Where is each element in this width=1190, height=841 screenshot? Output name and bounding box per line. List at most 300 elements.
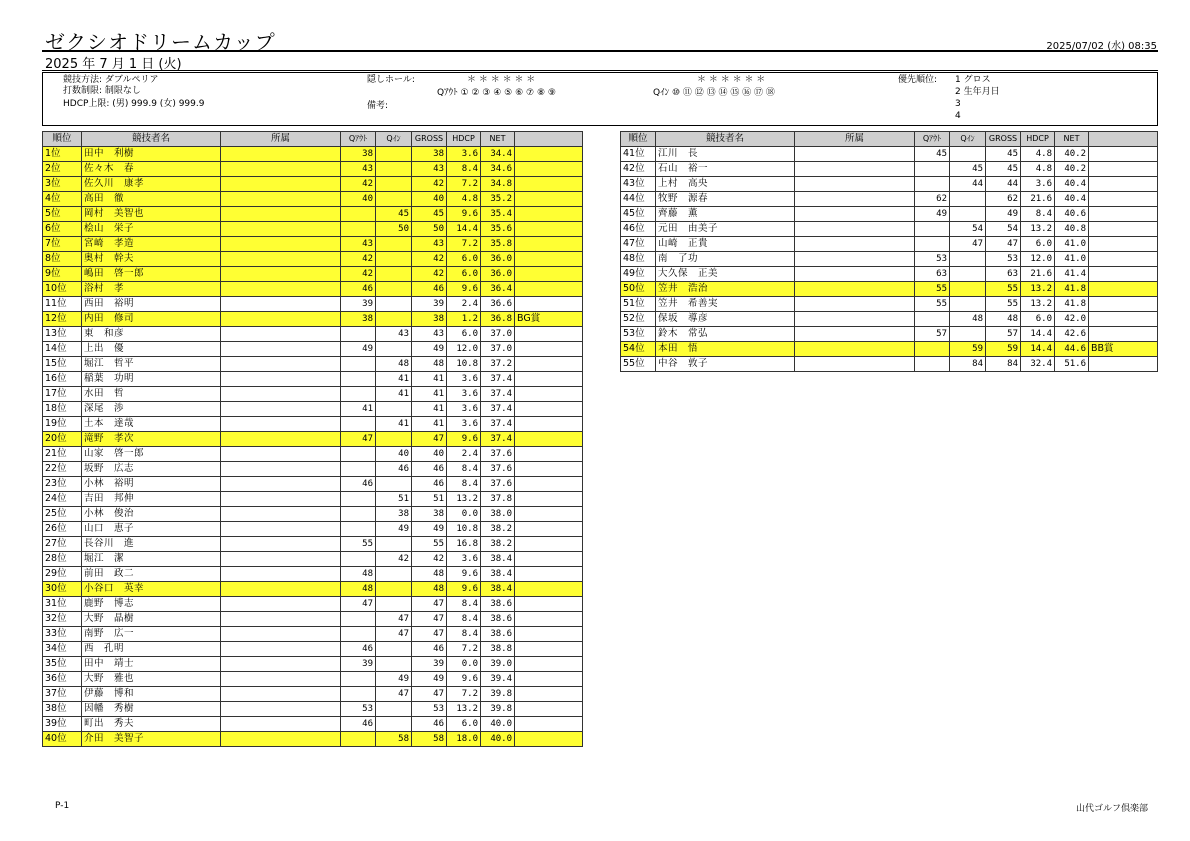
gross-cell: 47 xyxy=(412,432,447,447)
affiliation-cell xyxy=(221,612,341,627)
rank-cell: 5位 xyxy=(43,207,82,222)
affiliation-cell xyxy=(795,162,915,177)
net-cell: 42.0 xyxy=(1055,312,1089,327)
hdcp-cell: 3.6 xyxy=(447,402,481,417)
note-cell xyxy=(515,447,583,462)
affiliation-cell xyxy=(221,147,341,162)
hdcp-cell: 4.8 xyxy=(1021,162,1055,177)
gross-cell: 42 xyxy=(412,552,447,567)
name-cell: 西 孔明 xyxy=(82,642,221,657)
name-cell: 町出 秀夫 xyxy=(82,717,221,732)
name-cell: 深尾 渉 xyxy=(82,402,221,417)
in-cell xyxy=(376,282,412,297)
name-cell: 鹿野 博志 xyxy=(82,597,221,612)
result-row xyxy=(43,672,583,687)
name-cell: 滝野 孝次 xyxy=(82,432,221,447)
net-cell: 38.2 xyxy=(481,522,515,537)
rank-cell: 42位 xyxy=(621,162,656,177)
note-cell xyxy=(1089,312,1158,327)
affiliation-cell xyxy=(221,162,341,177)
in-cell xyxy=(376,597,412,612)
rank-cell: 8位 xyxy=(43,252,82,267)
note-cell xyxy=(1089,147,1158,162)
in-cell xyxy=(376,312,412,327)
in-cell: 47 xyxy=(376,687,412,702)
in-cell: 54 xyxy=(950,222,986,237)
hdcp-cell: 9.6 xyxy=(447,582,481,597)
note-header xyxy=(515,132,583,147)
note-cell xyxy=(1089,327,1158,342)
name-cell: 小林 裕明 xyxy=(82,477,221,492)
rank-cell: 2位 xyxy=(43,162,82,177)
note-cell xyxy=(515,147,583,162)
result-row xyxy=(43,492,583,507)
priority-4: 4 xyxy=(955,111,961,121)
result-row xyxy=(43,702,583,717)
rank-cell: 33位 xyxy=(43,627,82,642)
note-header xyxy=(1089,132,1158,147)
gross-cell: 54 xyxy=(986,222,1021,237)
result-row xyxy=(621,327,1158,342)
gross-cell: 46 xyxy=(412,717,447,732)
name-cell: 前田 政二 xyxy=(82,567,221,582)
net-cell: 39.0 xyxy=(481,657,515,672)
affiliation-cell xyxy=(221,507,341,522)
out-cell xyxy=(341,372,376,387)
note-cell xyxy=(1089,222,1158,237)
affiliation-cell xyxy=(221,687,341,702)
hdcp-cell: 9.6 xyxy=(447,567,481,582)
in-cell xyxy=(376,642,412,657)
out-cell xyxy=(341,612,376,627)
affiliation-cell xyxy=(221,657,341,672)
results-header-row xyxy=(621,132,1158,147)
name-cell: 田中 靖士 xyxy=(82,657,221,672)
result-row xyxy=(43,432,583,447)
notes-label: 備考: xyxy=(367,101,389,111)
name-cell: 嶋田 啓一郎 xyxy=(82,267,221,282)
note-cell xyxy=(515,627,583,642)
result-row xyxy=(43,282,583,297)
name-cell: 笠井 浩治 xyxy=(656,282,795,297)
affiliation-cell xyxy=(221,717,341,732)
out-cell: 42 xyxy=(341,267,376,282)
in-cell: 47 xyxy=(950,237,986,252)
net-cell: 40.2 xyxy=(1055,147,1089,162)
gross-cell: 84 xyxy=(986,357,1021,372)
in-cell: 59 xyxy=(950,342,986,357)
out-cell: 42 xyxy=(341,252,376,267)
hdcp-cell: 13.2 xyxy=(1021,297,1055,312)
out-cell: 39 xyxy=(341,657,376,672)
hdcp-cell: 6.0 xyxy=(447,327,481,342)
note-cell xyxy=(1089,177,1158,192)
competition-date: 2025 年 7 月 1 日 (火) xyxy=(45,57,182,72)
note-cell xyxy=(1089,237,1158,252)
net-cell: 40.0 xyxy=(481,732,515,747)
hdcp-limit: HDCP上限: (男) 999.9 (女) 999.9 xyxy=(63,99,205,109)
out-cell xyxy=(341,222,376,237)
in-cell xyxy=(950,147,986,162)
name-cell: 南野 広一 xyxy=(82,627,221,642)
gross-cell: 51 xyxy=(412,492,447,507)
note-cell xyxy=(515,642,583,657)
name-cell: 笠井 希善実 xyxy=(656,297,795,312)
affiliation-cell xyxy=(221,237,341,252)
rank-cell: 49位 xyxy=(621,267,656,282)
in-cell xyxy=(376,537,412,552)
gross-cell: 48 xyxy=(412,357,447,372)
gross-header: GROSS xyxy=(986,132,1021,147)
rank-cell: 25位 xyxy=(43,507,82,522)
result-row xyxy=(43,657,583,672)
hdcp-cell: 4.8 xyxy=(1021,147,1055,162)
in-cell: 44 xyxy=(950,177,986,192)
result-row xyxy=(621,252,1158,267)
note-cell xyxy=(1089,282,1158,297)
out-cell xyxy=(915,342,950,357)
rank-cell: 3位 xyxy=(43,177,82,192)
title-rule xyxy=(42,50,1158,52)
result-row xyxy=(621,177,1158,192)
name-cell: 山口 恵子 xyxy=(82,522,221,537)
gross-cell: 48 xyxy=(412,582,447,597)
out-cell xyxy=(915,222,950,237)
rank-cell: 24位 xyxy=(43,492,82,507)
net-cell: 38.4 xyxy=(481,582,515,597)
in-cell xyxy=(950,192,986,207)
out-cell: 41 xyxy=(341,402,376,417)
net-cell: 38.8 xyxy=(481,642,515,657)
affiliation-cell xyxy=(221,357,341,372)
hdcp-cell: 3.6 xyxy=(1021,177,1055,192)
result-row xyxy=(621,192,1158,207)
name-cell: 内田 修司 xyxy=(82,312,221,327)
rank-cell: 26位 xyxy=(43,522,82,537)
hdcp-cell: 13.2 xyxy=(447,702,481,717)
net-cell: 36.8 xyxy=(481,312,515,327)
net-cell: 41.8 xyxy=(1055,297,1089,312)
hdcp-cell: 13.2 xyxy=(447,492,481,507)
net-cell: 40.0 xyxy=(481,717,515,732)
name-cell: 桧山 栄子 xyxy=(82,222,221,237)
note-cell xyxy=(515,687,583,702)
result-row xyxy=(43,267,583,282)
hdcp-cell: 18.0 xyxy=(447,732,481,747)
net-cell: 37.6 xyxy=(481,477,515,492)
note-cell xyxy=(515,507,583,522)
hdcp-cell: 14.4 xyxy=(1021,342,1055,357)
gross-cell: 49 xyxy=(986,207,1021,222)
in-cell: 41 xyxy=(376,387,412,402)
net-cell: 37.0 xyxy=(481,327,515,342)
rank-cell: 7位 xyxy=(43,237,82,252)
rank-cell: 35位 xyxy=(43,657,82,672)
gross-cell: 59 xyxy=(986,342,1021,357)
result-row xyxy=(43,567,583,582)
result-row xyxy=(43,372,583,387)
gross-cell: 42 xyxy=(412,177,447,192)
net-cell: 39.4 xyxy=(481,672,515,687)
note-cell xyxy=(515,282,583,297)
name-cell: 上出 優 xyxy=(82,342,221,357)
rank-cell: 29位 xyxy=(43,567,82,582)
note-cell xyxy=(515,537,583,552)
rank-cell: 18位 xyxy=(43,402,82,417)
note-cell xyxy=(515,612,583,627)
rank-cell: 47位 xyxy=(621,237,656,252)
net-cell: 51.6 xyxy=(1055,357,1089,372)
net-cell: 37.8 xyxy=(481,492,515,507)
gross-cell: 47 xyxy=(986,237,1021,252)
name-cell: 大野 雅也 xyxy=(82,672,221,687)
out-cell: 43 xyxy=(341,237,376,252)
result-row xyxy=(43,387,583,402)
note-cell xyxy=(515,492,583,507)
note-cell xyxy=(1089,207,1158,222)
name-cell: 南 了功 xyxy=(656,252,795,267)
affiliation-cell xyxy=(795,342,915,357)
hdcp-cell: 14.4 xyxy=(1021,327,1055,342)
result-row xyxy=(621,312,1158,327)
note-cell xyxy=(515,417,583,432)
in-cell xyxy=(376,702,412,717)
net-cell: 35.2 xyxy=(481,192,515,207)
name-cell: 堀江 哲平 xyxy=(82,357,221,372)
net-cell: 40.6 xyxy=(1055,207,1089,222)
hdcp-header: HDCP xyxy=(447,132,481,147)
rank-cell: 28位 xyxy=(43,552,82,567)
rank-cell: 43位 xyxy=(621,177,656,192)
affiliation-header: 所属 xyxy=(795,132,915,147)
affiliation-cell xyxy=(221,282,341,297)
hdcp-cell: 8.4 xyxy=(447,612,481,627)
out-cell xyxy=(341,417,376,432)
gross-cell: 43 xyxy=(412,327,447,342)
in-cell: 49 xyxy=(376,672,412,687)
name-cell: 西田 裕明 xyxy=(82,297,221,312)
out-cell: 45 xyxy=(915,147,950,162)
out-cell: 55 xyxy=(341,537,376,552)
net-header: NET xyxy=(1055,132,1089,147)
name-cell: 小林 俊治 xyxy=(82,507,221,522)
affiliation-cell xyxy=(795,192,915,207)
net-cell: 37.4 xyxy=(481,417,515,432)
name-header: 競技者名 xyxy=(656,132,795,147)
rank-cell: 44位 xyxy=(621,192,656,207)
rank-cell: 4位 xyxy=(43,192,82,207)
name-cell: 因幡 秀樹 xyxy=(82,702,221,717)
net-cell: 42.6 xyxy=(1055,327,1089,342)
in-cell: 48 xyxy=(376,357,412,372)
out-cell: 43 xyxy=(341,162,376,177)
in-cell: 50 xyxy=(376,222,412,237)
rank-cell: 27位 xyxy=(43,537,82,552)
name-cell: 浴村 孝 xyxy=(82,282,221,297)
gross-cell: 46 xyxy=(412,462,447,477)
out-cell: 48 xyxy=(341,582,376,597)
affiliation-cell xyxy=(795,147,915,162)
rank-cell: 30位 xyxy=(43,582,82,597)
hdcp-header: HDCP xyxy=(1021,132,1055,147)
affiliation-cell xyxy=(795,357,915,372)
gross-cell: 40 xyxy=(412,447,447,462)
out-cell: 42 xyxy=(341,177,376,192)
gross-cell: 39 xyxy=(412,297,447,312)
rank-cell: 19位 xyxy=(43,417,82,432)
gross-cell: 47 xyxy=(412,612,447,627)
note-cell xyxy=(1089,297,1158,312)
name-cell: 鈴木 常弘 xyxy=(656,327,795,342)
hdcp-cell: 7.2 xyxy=(447,642,481,657)
name-cell: 介田 美智子 xyxy=(82,732,221,747)
result-row xyxy=(621,282,1158,297)
club-name: 山代ゴルフ倶楽部 xyxy=(1075,804,1148,814)
gross-cell: 43 xyxy=(412,237,447,252)
result-row xyxy=(43,552,583,567)
rank-cell: 31位 xyxy=(43,597,82,612)
gross-cell: 48 xyxy=(986,312,1021,327)
in-cell xyxy=(376,147,412,162)
affiliation-cell xyxy=(221,252,341,267)
in-cell xyxy=(950,252,986,267)
name-cell: 佐々木 春 xyxy=(82,162,221,177)
net-cell: 34.8 xyxy=(481,177,515,192)
name-cell: 石山 裕一 xyxy=(656,162,795,177)
name-cell: 山家 啓一郎 xyxy=(82,447,221,462)
hdcp-cell: 8.4 xyxy=(447,162,481,177)
hdcp-cell: 6.0 xyxy=(447,267,481,282)
in-cell: 47 xyxy=(376,627,412,642)
net-cell: 36.0 xyxy=(481,252,515,267)
note-cell xyxy=(515,387,583,402)
net-cell: 38.4 xyxy=(481,567,515,582)
in-cell xyxy=(376,297,412,312)
name-cell: 佐久川 康孝 xyxy=(82,177,221,192)
gross-cell: 46 xyxy=(412,282,447,297)
net-cell: 38.6 xyxy=(481,597,515,612)
in-cell: 47 xyxy=(376,612,412,627)
out-cell xyxy=(341,522,376,537)
out-cell xyxy=(915,357,950,372)
page-number: P-1 xyxy=(55,801,70,811)
net-cell: 37.6 xyxy=(481,447,515,462)
name-cell: 伊藤 博和 xyxy=(82,687,221,702)
date-rule xyxy=(42,70,1158,71)
out-cell xyxy=(341,627,376,642)
rank-cell: 53位 xyxy=(621,327,656,342)
affiliation-cell xyxy=(221,732,341,747)
gross-cell: 43 xyxy=(412,162,447,177)
affiliation-cell xyxy=(795,327,915,342)
hdcp-cell: 8.4 xyxy=(1021,207,1055,222)
affiliation-cell xyxy=(795,222,915,237)
hdcp-cell: 9.6 xyxy=(447,282,481,297)
out-cell xyxy=(341,507,376,522)
hdcp-cell: 8.4 xyxy=(447,462,481,477)
printed-timestamp: 2025/07/02 (水) 08:35 xyxy=(1046,41,1157,52)
out-cell xyxy=(915,237,950,252)
rank-cell: 20位 xyxy=(43,432,82,447)
note-cell xyxy=(515,657,583,672)
in-cell xyxy=(376,402,412,417)
affiliation-cell xyxy=(221,447,341,462)
result-row xyxy=(43,402,583,417)
note-cell xyxy=(515,567,583,582)
in-cell xyxy=(376,192,412,207)
hidden-holes-in-marks: ＊ ＊ ＊ ＊ ＊ ＊ xyxy=(697,75,766,85)
name-cell: 長谷川 進 xyxy=(82,537,221,552)
affiliation-cell xyxy=(221,522,341,537)
net-cell: 41.8 xyxy=(1055,282,1089,297)
in-cell xyxy=(376,162,412,177)
result-row xyxy=(43,162,583,177)
gross-cell: 55 xyxy=(986,282,1021,297)
out-cell: 62 xyxy=(915,192,950,207)
net-cell: 41.4 xyxy=(1055,267,1089,282)
hdcp-cell: 7.2 xyxy=(447,237,481,252)
rank-cell: 6位 xyxy=(43,222,82,237)
in-cell: 51 xyxy=(376,492,412,507)
affiliation-cell xyxy=(221,597,341,612)
out-cell: 48 xyxy=(341,567,376,582)
note-cell xyxy=(1089,267,1158,282)
affiliation-cell xyxy=(221,387,341,402)
result-row xyxy=(621,237,1158,252)
gross-cell: 57 xyxy=(986,327,1021,342)
gross-cell: 55 xyxy=(412,537,447,552)
note-cell xyxy=(515,297,583,312)
result-row xyxy=(43,327,583,342)
note-cell xyxy=(515,552,583,567)
hdcp-cell: 3.6 xyxy=(447,552,481,567)
net-cell: 37.0 xyxy=(481,342,515,357)
results-header-row xyxy=(43,132,583,147)
gross-cell: 49 xyxy=(412,522,447,537)
net-cell: 34.4 xyxy=(481,147,515,162)
result-row xyxy=(621,342,1158,357)
result-row xyxy=(621,147,1158,162)
note-cell xyxy=(515,402,583,417)
in-cell xyxy=(376,237,412,252)
in-cell: 45 xyxy=(950,162,986,177)
result-row xyxy=(43,192,583,207)
hdcp-cell: 13.2 xyxy=(1021,282,1055,297)
net-cell: 35.6 xyxy=(481,222,515,237)
result-row xyxy=(43,612,583,627)
affiliation-cell xyxy=(221,372,341,387)
rank-cell: 52位 xyxy=(621,312,656,327)
stroke-limit: 打数制限: 制限なし xyxy=(63,86,141,96)
priority-label: 優先順位: xyxy=(898,75,938,85)
affiliation-cell xyxy=(221,177,341,192)
name-cell: 吉田 邦伸 xyxy=(82,492,221,507)
result-row xyxy=(43,717,583,732)
hidden-holes-label: 隠しホール: xyxy=(367,75,415,85)
hidden-holes-out: Qｱｳﾄ ① ② ③ ④ ⑤ ⑥ ⑦ ⑧ ⑨ xyxy=(437,88,556,98)
result-row xyxy=(621,207,1158,222)
name-cell: 牧野 源春 xyxy=(656,192,795,207)
rank-cell: 11位 xyxy=(43,297,82,312)
out-cell: 47 xyxy=(341,432,376,447)
net-cell: 35.4 xyxy=(481,207,515,222)
net-header: NET xyxy=(481,132,515,147)
hdcp-cell: 16.8 xyxy=(447,537,481,552)
hdcp-cell: 14.4 xyxy=(447,222,481,237)
hdcp-cell: 8.4 xyxy=(447,597,481,612)
affiliation-cell xyxy=(221,672,341,687)
gross-cell: 63 xyxy=(986,267,1021,282)
